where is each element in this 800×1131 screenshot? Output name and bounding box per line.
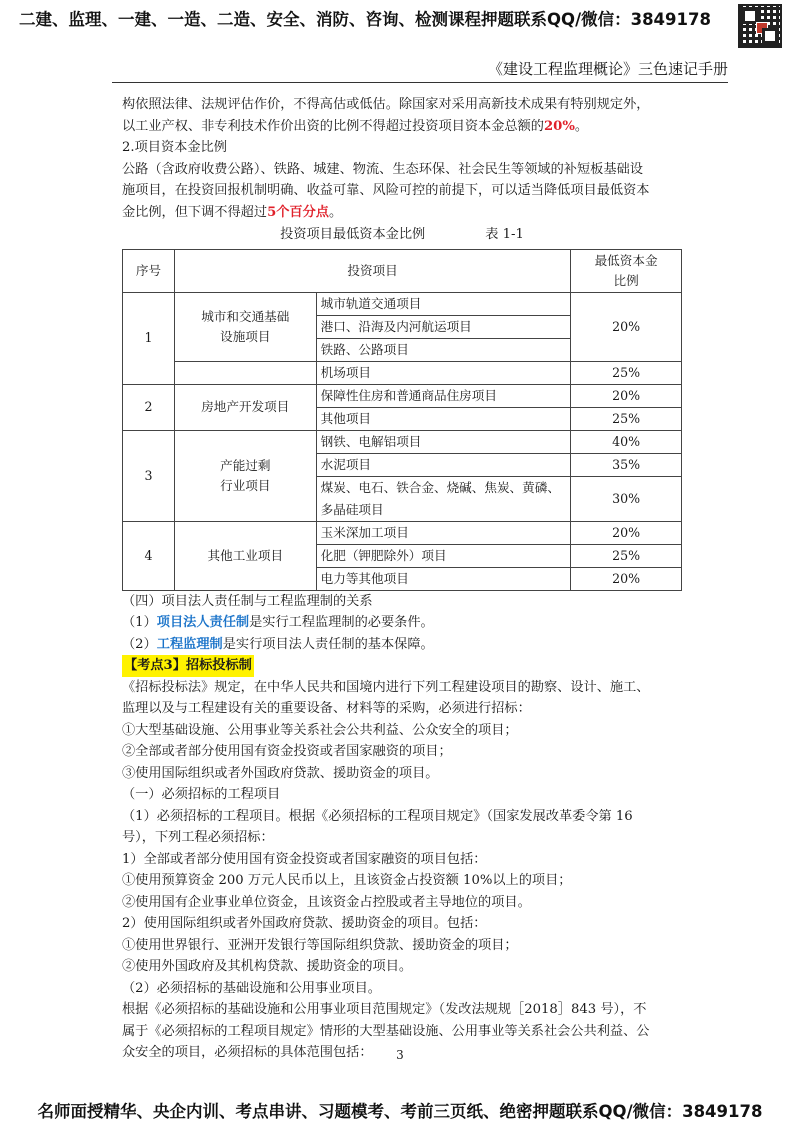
row-category: [174, 430, 316, 521]
table-row: [123, 384, 682, 407]
row-item: 玉米深加工项目: [316, 521, 571, 544]
paragraph-line: 施项目，在投资回报机制明确、收益可靠、风险可控的前提下，可以适当降低项目最低资本: [122, 183, 650, 198]
paragraph-line: [122, 202, 682, 224]
row-category-blank: [174, 361, 316, 384]
list-text: 是实行项目法人责任制的基本保障。: [222, 636, 434, 652]
row-ratio: 25%: [571, 544, 682, 567]
table-row: [123, 361, 682, 384]
highlight-blue: 项目法人责任制: [156, 615, 250, 630]
table-number: 表 1-1: [485, 227, 524, 242]
list-item: 2）使用国际组织或者外国政府贷款、援助资金的项目。包括：: [122, 916, 487, 931]
para-text-end: 。: [329, 204, 343, 220]
row-category: [174, 292, 316, 361]
row-ratio: 20%: [571, 521, 682, 544]
row-item: 化肥（钾肥除外）项目: [316, 544, 571, 567]
header-project: 投资项目: [174, 249, 570, 292]
header-ratio-l2: 比例: [613, 272, 639, 288]
highlight-blue: 工程监理制: [156, 636, 223, 652]
row-no: 2: [123, 384, 175, 430]
category-l2: 行业项目: [220, 477, 271, 493]
highlight-red: 20%: [544, 118, 575, 134]
page-number: 3: [396, 1048, 404, 1062]
para-text: 金比例，但下调不得超过: [122, 204, 268, 220]
row-no: 3: [123, 430, 175, 521]
row-item: 其他项目: [316, 407, 571, 430]
header-ratio: [571, 249, 682, 292]
paragraph-line: 《招标投标法》规定，在中华人民共和国境内进行下列工程建设项目的勘察、设计、施工、: [122, 679, 650, 695]
list-item: ②使用外国政府及其机构贷款、援助资金的项目。: [122, 959, 413, 974]
list-marker: （2）: [122, 636, 157, 652]
row-item: 港口、沿海及内河航运项目: [316, 315, 571, 338]
row-item: 保障性住房和普通商品住房项目: [316, 384, 571, 407]
header-ratio-l1: 最低资本金: [594, 252, 658, 268]
table-caption: [122, 224, 682, 246]
caption-text: 投资项目最低资本金比例: [280, 227, 426, 242]
row-ratio: 40%: [571, 430, 682, 453]
intro-line-2: [122, 116, 682, 138]
list-item: ①大型基础设施、公用事业等关系社会公共利益、公众安全的项目；: [122, 722, 518, 738]
row-item: 钢铁、电解铝项目: [316, 430, 571, 453]
list-item: 1）全部或者部分使用国有资金投资或者国家融资的项目包括：: [122, 851, 487, 867]
table-header-row: [123, 249, 682, 292]
qr-code-icon: [738, 4, 782, 48]
header-title: 《建设工程监理概论》三色速记手册: [487, 60, 728, 78]
row-ratio: 30%: [571, 476, 682, 521]
paragraph-line: 属于《必须招标的工程项目规定》情形的大型基础设施、公用事业等关系社会公共利益、公: [122, 1023, 650, 1039]
header-no: 序号: [123, 249, 175, 292]
row-ratio: 25%: [571, 361, 682, 384]
intro-text-end: 。: [574, 118, 589, 134]
row-ratio: 35%: [571, 453, 682, 476]
category-l1: 产能过剩: [220, 457, 271, 473]
paragraph-line: 公路（含政府收费公路）、铁路、城建、物流、生态环保、社会民生等领域的补短板基础设: [122, 161, 643, 177]
list-item: [122, 612, 682, 634]
list-item: [122, 634, 682, 656]
page-body: [122, 94, 682, 1064]
capital-ratio-table: [122, 249, 682, 591]
list-item: ①使用世界银行、亚洲开发银行等国际组织贷款、援助资金的项目；: [122, 937, 518, 953]
row-item: 多晶硅项目: [316, 499, 571, 522]
category-l2: 设施项目: [220, 328, 271, 344]
category-l1: 城市和交通基础: [201, 308, 290, 324]
top-banner: 二建、监理、一建、一造、二造、安全、消防、咨询、检测课程押题联系QQ/微信：3849178: [19, 10, 711, 29]
row-ratio: 20%: [571, 292, 682, 361]
row-item: 电力等其他项目: [316, 567, 571, 590]
row-item: 机场项目: [316, 361, 571, 384]
highlight-red: 5个百分点: [267, 204, 329, 220]
list-text: 是实行工程监理制的必要条件。: [249, 615, 434, 630]
row-item: 煤炭、电石、铁合金、烧碱、焦炭、黄磷、: [316, 476, 571, 499]
paragraph-line: 根据《必须招标的基础设施和公用事业项目范围规定》（发改法规规［2018］843 号），不: [122, 1002, 647, 1017]
paragraph-line: 号），下列工程必须招标：: [122, 830, 274, 845]
table-row: [123, 430, 682, 453]
section-heading: （2）必须招标的基础设施和公用事业项目。: [122, 980, 381, 996]
row-no: 4: [123, 521, 175, 590]
section-heading: （四）项目法人责任制与工程监理制的关系: [122, 593, 373, 609]
list-item: ②使用国有企业事业单位资金，且该资金占控股或者主导地位的项目。: [122, 894, 531, 910]
list-item: ③使用国际组织或者外国政府贷款、援助资金的项目。: [122, 765, 439, 781]
list-item: ②全部或者部分使用国有资金投资或者国家融资的项目；: [122, 744, 452, 759]
row-ratio: 20%: [571, 384, 682, 407]
section-heading: （一）必须招标的工程项目: [122, 787, 281, 802]
table-row: [123, 292, 682, 315]
section-heading: 2.项目资本金比例: [122, 140, 227, 155]
row-item: 水泥项目: [316, 453, 571, 476]
list-marker: （1）: [122, 615, 157, 630]
list-item: ①使用预算资金 200 万元人民币以上，且该资金占投资额 10%以上的项目；: [122, 873, 572, 888]
row-no: 1: [123, 292, 175, 384]
row-category: 房地产开发项目: [174, 384, 316, 430]
row-ratio: 25%: [571, 407, 682, 430]
header-divider: [112, 82, 728, 83]
row-ratio: 20%: [571, 567, 682, 590]
row-category: 其他工业项目: [174, 521, 316, 590]
intro-text: 以工业产权、非专利技术作价出资的比例不得超过投资项目资本金总额的: [122, 118, 544, 134]
kaodian-heading: [122, 655, 682, 677]
paragraph-line: （1）必须招标的工程项目。根据《必须招标的工程项目规定》（国家发展改革委令第 16: [122, 808, 633, 824]
row-item: 城市轨道交通项目: [316, 292, 571, 315]
table-row: [123, 521, 682, 544]
kaodian-title: 【考点3】招标投标制: [122, 655, 254, 677]
paragraph-line: 众安全的项目，必须招标的具体范围包括：: [122, 1045, 373, 1060]
paragraph-line: 监理以及与工程建设有关的重要设备、材料等的采购，必须进行招标：: [122, 701, 531, 716]
intro-line-1: 构依照法律、法规评估作价，不得高估或低估。除国家对采用高新技术成果有特别规定外，: [122, 97, 650, 112]
bottom-banner: 名师面授精华、央企内训、考点串讲、习题模考、考前三页纸、绝密押题联系QQ/微信：3849178: [37, 1102, 763, 1121]
row-item: 铁路、公路项目: [316, 338, 571, 361]
